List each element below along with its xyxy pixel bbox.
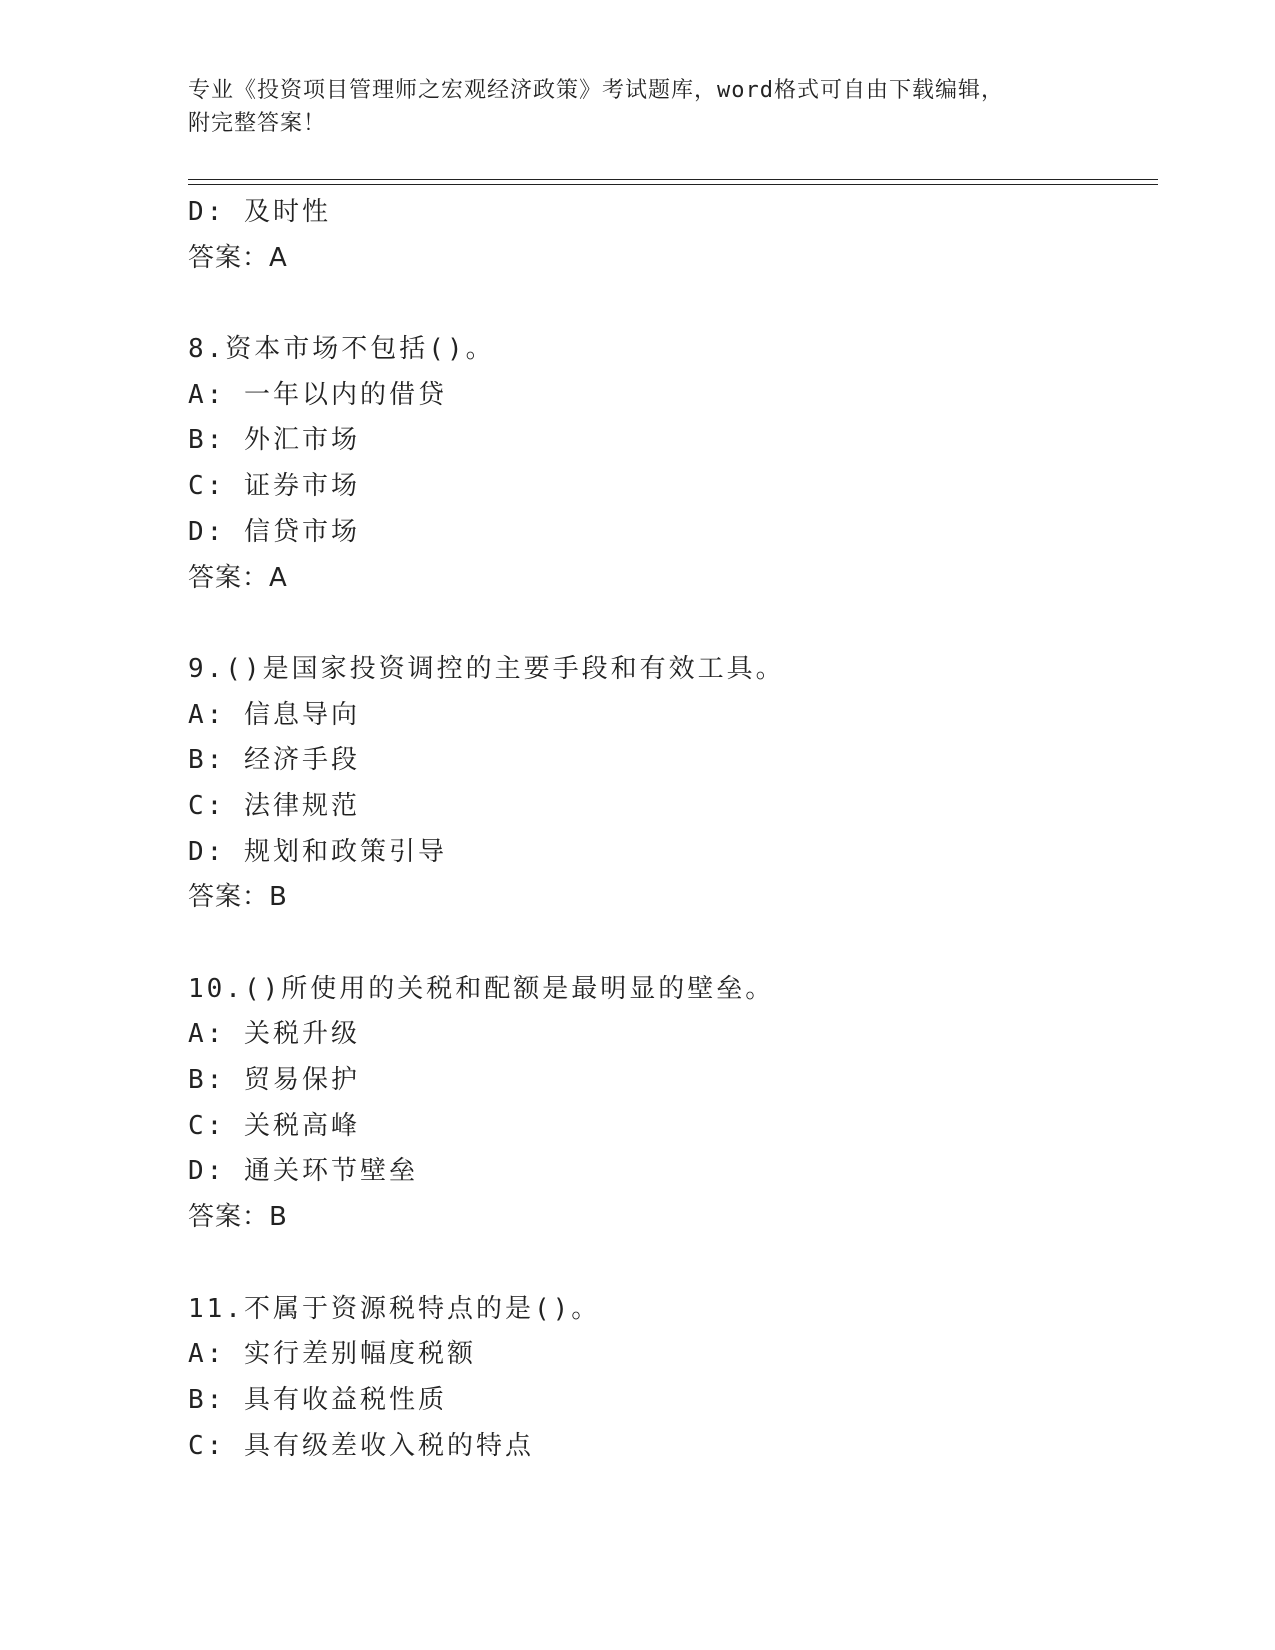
option-d: D: 通关环节壁垒: [188, 1156, 418, 1187]
option-b: B: 贸易保护: [188, 1065, 360, 1096]
question-stem: 9.()是国家投资调控的主要手段和有效工具。: [188, 653, 785, 684]
question-stem: 8.资本市场不包括()。: [188, 334, 495, 365]
question-list: [188, 190, 1148, 1469]
answer-line: 答案：A: [188, 562, 288, 593]
question-stem: 11.不属于资源税特点的是()。: [188, 1293, 601, 1324]
answer-line: 答案：B: [188, 882, 288, 913]
option-c: C: 关税高峰: [188, 1110, 360, 1141]
header-divider-bottom: [188, 184, 1158, 185]
spacer: [188, 601, 1148, 647]
option-c: C: 具有级差收入税的特点: [188, 1430, 534, 1461]
option-a: A: 实行差别幅度税额: [188, 1339, 476, 1370]
spacer: [188, 1241, 1148, 1287]
document-header: [188, 74, 1088, 140]
option-a: A: 信息导向: [188, 699, 360, 730]
question-stem: 10.()所使用的关税和配额是最明显的壁垒。: [188, 973, 775, 1004]
option-a: A: 一年以内的借贷: [188, 379, 447, 410]
option-c: C: 法律规范: [188, 790, 360, 821]
option-d: D: 信贷市场: [188, 516, 360, 547]
option-b: B: 经济手段: [188, 745, 360, 776]
option-b: B: 具有收益税性质: [188, 1384, 447, 1415]
header-line-2: 附完整答案！: [188, 111, 327, 136]
spacer: [188, 281, 1148, 327]
option-b: B: 外汇市场: [188, 425, 360, 456]
option-d: D: 及时性: [188, 197, 331, 227]
answer-line: 答案：B: [188, 1202, 288, 1233]
option-d: D: 规划和政策引导: [188, 836, 447, 867]
spacer: [188, 921, 1148, 967]
option-c: C: 证券市场: [188, 471, 360, 502]
header-line-1: 专业《投资项目管理师之宏观经济政策》考试题库，word格式可自由下载编辑，: [188, 78, 1004, 103]
answer-line: 答案：A: [188, 242, 288, 273]
header-divider-top: [188, 179, 1158, 180]
option-a: A: 关税升级: [188, 1019, 360, 1050]
